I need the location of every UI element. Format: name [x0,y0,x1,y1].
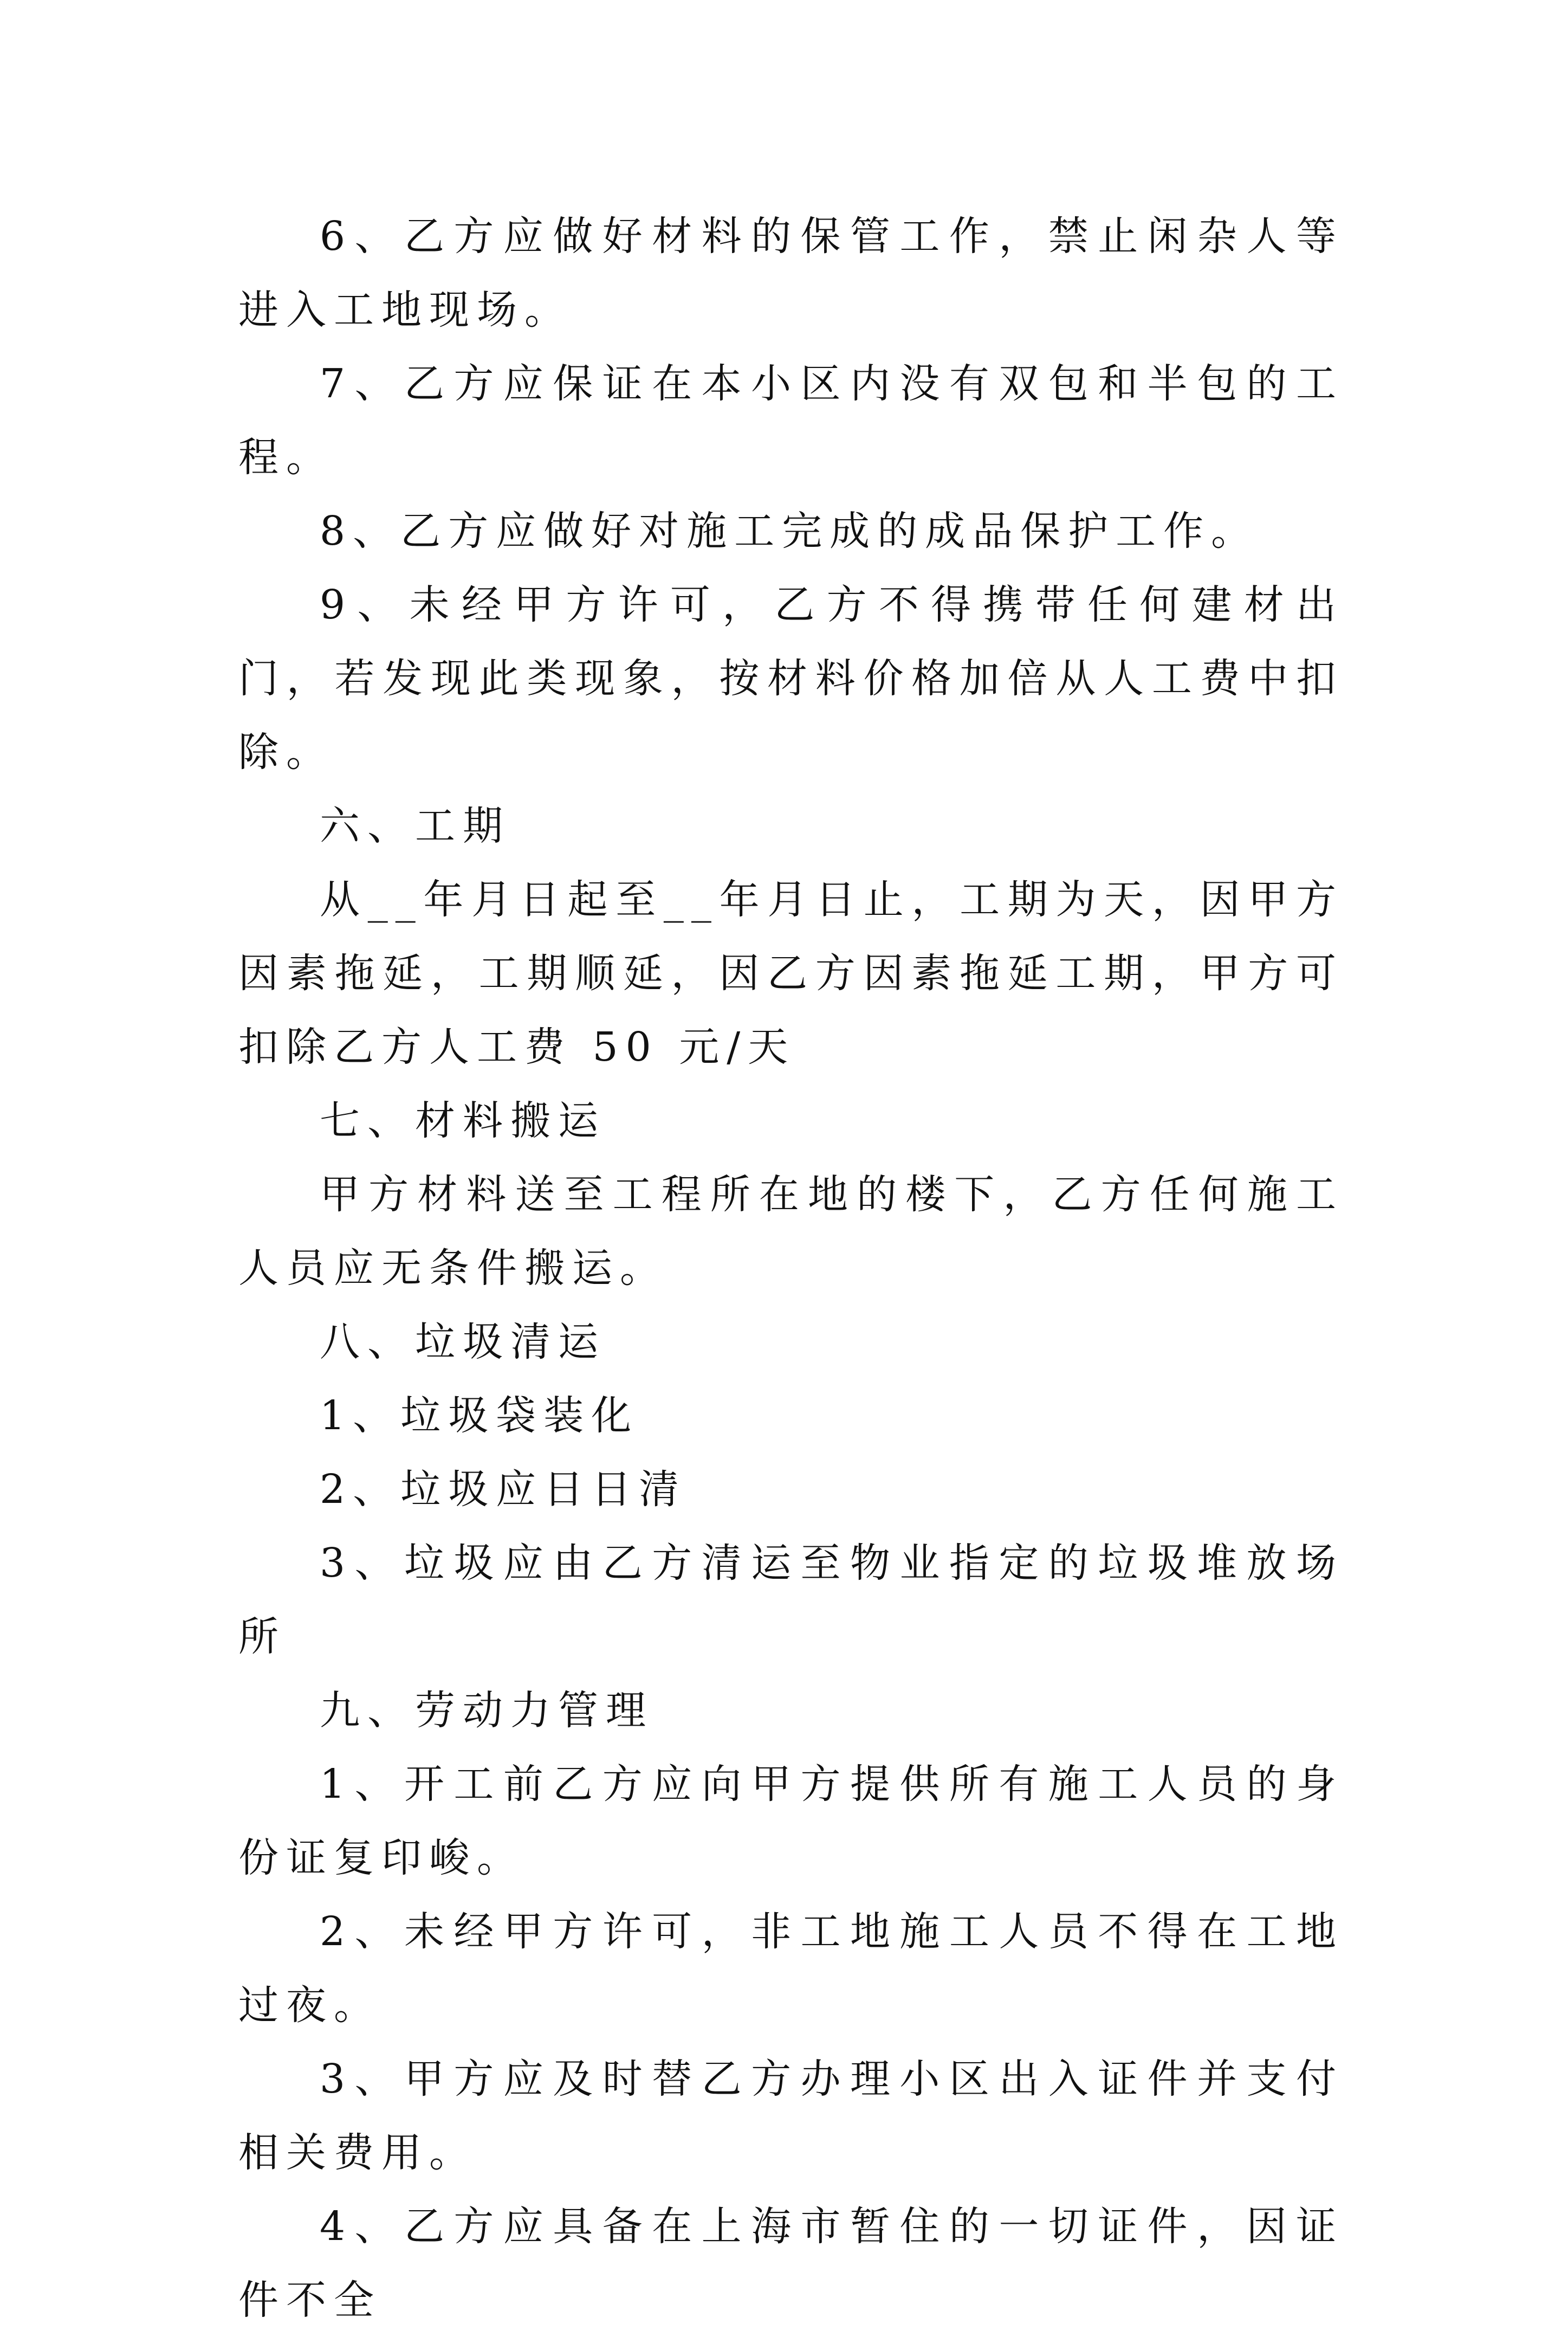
paragraph-labor-4: 4、乙方应具备在上海市暂住的一切证件，因证件不全 [238,2203,1344,2323]
paragraph-garbage-2: 2、垃圾应日日清 [320,1466,687,1513]
paragraph-labor-1: 1、开工前乙方应向甲方提供所有施工人员的身份证复印峻。 [238,1761,1344,1881]
paragraph-clause-9: 9、未经甲方许可，乙方不得携带任何建材出门，若发现此类现象，按材料价格加倍从人工费中扣除。 [238,582,1344,776]
section-heading-labor-management: 九、劳动力管理 [320,1687,653,1734]
paragraph-schedule: 从__年月日起至__年月日止，工期为天，因甲方因素拖延，工期顺延，因乙方因素拖延工期，甲方可扣除乙方人工费 50 元/天 [238,876,1344,1070]
paragraph-clause-8: 8、乙方应做好对施工完成的成品保护工作。 [320,508,1259,554]
paragraph-labor-3: 3、甲方应及时替乙方办理小区出入证件并支付相关费用。 [238,2056,1344,2176]
paragraph-garbage-1: 1、垃圾袋装化 [320,1392,639,1439]
paragraph-clause-6: 6、乙方应做好材料的保管工作，禁止闲杂人等进入工地现场。 [238,213,1344,333]
document-body [238,199,1344,2337]
paragraph-labor-2: 2、未经甲方许可，非工地施工人员不得在工地过夜。 [238,1908,1344,2029]
section-heading-schedule: 六、工期 [320,803,510,849]
section-heading-material-transport: 七、材料搬运 [320,1098,606,1144]
paragraph-garbage-3: 3、垃圾应由乙方清运至物业指定的垃圾堆放场所 [238,1540,1344,1660]
section-heading-garbage-removal: 八、垃圾清运 [320,1319,606,1365]
paragraph-material-transport: 甲方材料送至工程所在地的楼下，乙方任何施工人员应无条件搬运。 [238,1171,1344,1292]
paragraph-clause-7: 7、乙方应保证在本小区内没有双包和半包的工程。 [238,360,1344,481]
